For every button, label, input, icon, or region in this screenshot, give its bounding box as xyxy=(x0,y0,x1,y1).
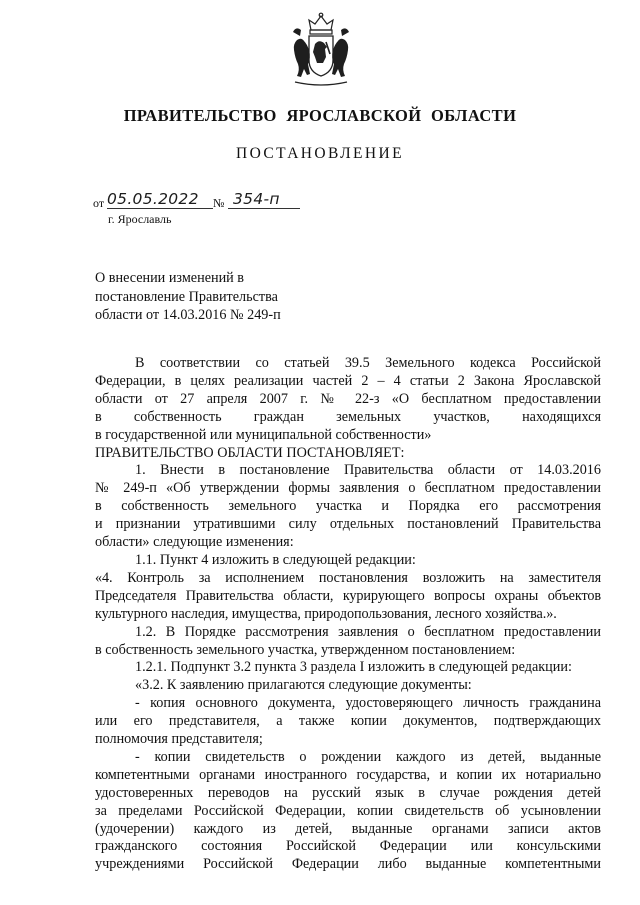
subject-line: постановление Правительства xyxy=(95,288,278,305)
body-line: «3.2. К заявлению прилагаются следующие документы: xyxy=(135,677,472,694)
body-line: «4. Контроль за исполнением постановления возложить на заместителя xyxy=(95,569,601,586)
body-line: в собственность земельного участка, утвержденном постановлением: xyxy=(95,641,516,658)
body-line: 1.2. В Порядке рассмотрения заявления о бесплатном предоставлении xyxy=(135,623,601,640)
body-line: Председателя Правительства области, курирующего вопросы охраны объектов xyxy=(95,587,601,604)
from-label: от xyxy=(93,196,105,210)
number-label: № xyxy=(213,196,225,210)
number-handwritten: 354-п xyxy=(233,190,280,208)
bear-supporter-left-icon xyxy=(293,28,310,77)
coat-of-arms-emblem xyxy=(289,10,353,90)
body-line: полномочия представителя; xyxy=(95,731,263,748)
date-underline xyxy=(107,208,213,209)
body-line: 1.2.1. Подпункт 3.2 пункта 3 раздела I изложить в следующей редакции: xyxy=(135,659,572,676)
number-underline xyxy=(228,208,300,209)
ribbon-icon xyxy=(295,82,347,85)
body-line: в собственность граждан земельных участков, находящихся xyxy=(95,408,601,425)
document-subject xyxy=(95,269,281,325)
crown-icon xyxy=(309,13,333,34)
body-line: 1. Внести в постановление Правительства области от 14.03.2016 xyxy=(135,462,601,479)
document-body xyxy=(95,355,601,874)
subject-line: О внесении изменений в xyxy=(95,270,245,286)
body-line: гражданского состояния Российской Федерации или консульскими xyxy=(95,838,601,855)
bear-supporter-right-icon xyxy=(332,28,349,77)
resolution-heading: ПРАВИТЕЛЬСТВО ОБЛАСТИ ПОСТАНОВЛЯЕТ: xyxy=(95,444,405,461)
body-line: (удочерении) каждого из детей, выданные органами записи актов xyxy=(95,820,601,837)
body-line: Федерации, в целях реализации частей 2 – 4 статьи 2 Закона Ярославской xyxy=(95,372,601,389)
body-line: 1.1. Пункт 4 изложить в следующей редакции: xyxy=(135,551,416,568)
body-line: в собственность земельного участка и Порядка его рассмотрения xyxy=(95,498,601,515)
body-line: № 249-п «Об утверждении формы заявления о бесплатном предоставлении xyxy=(95,480,601,497)
body-line: учреждениями Российской Федерации либо выданные компетентными xyxy=(95,856,601,873)
body-line: - копии свидетельств о рождении каждого из детей, выданные xyxy=(135,748,601,765)
body-line: области» следующие изменения: xyxy=(95,534,294,551)
shield-icon xyxy=(309,36,333,76)
body-line: компетентными органами иностранного государства, и копии их нотариально xyxy=(95,766,601,783)
body-line: за пределами Российской Федерации, копии свидетельств об усыновлении xyxy=(95,802,601,819)
body-line: культурного наследия, имущества, природопользования, лесного хозяйства.». xyxy=(95,605,557,622)
body-line: в государственной или муниципальной собственности» xyxy=(95,426,432,443)
government-title: ПРАВИТЕЛЬСТВО ЯРОСЛАВСКОЙ ОБЛАСТИ xyxy=(123,106,517,125)
body-line: удостоверенных переводов на русский язык в случае рождения детей xyxy=(95,784,601,801)
body-line: и признании утратившими силу отдельных постановлений Правительства xyxy=(95,516,601,533)
date-handwritten: 05.05.2022 xyxy=(107,190,199,208)
body-line: или его представителя, а также копии документов, подтверждающих xyxy=(95,713,601,730)
body-line: В соответствии со статьей 39.5 Земельного кодекса Российской xyxy=(135,355,601,371)
document-type: ПОСТАНОВЛЕНИЕ xyxy=(236,145,404,162)
body-line: - копия основного документа, удостоверяющего личность гражданина xyxy=(135,695,601,712)
subject-line: области от 14.03.2016 № 249-п xyxy=(95,307,281,323)
city-label: г. Ярославль xyxy=(108,212,172,226)
body-line: области от 27 апреля 2007 г. № 22-з «О бесплатном предоставлении xyxy=(95,390,601,407)
